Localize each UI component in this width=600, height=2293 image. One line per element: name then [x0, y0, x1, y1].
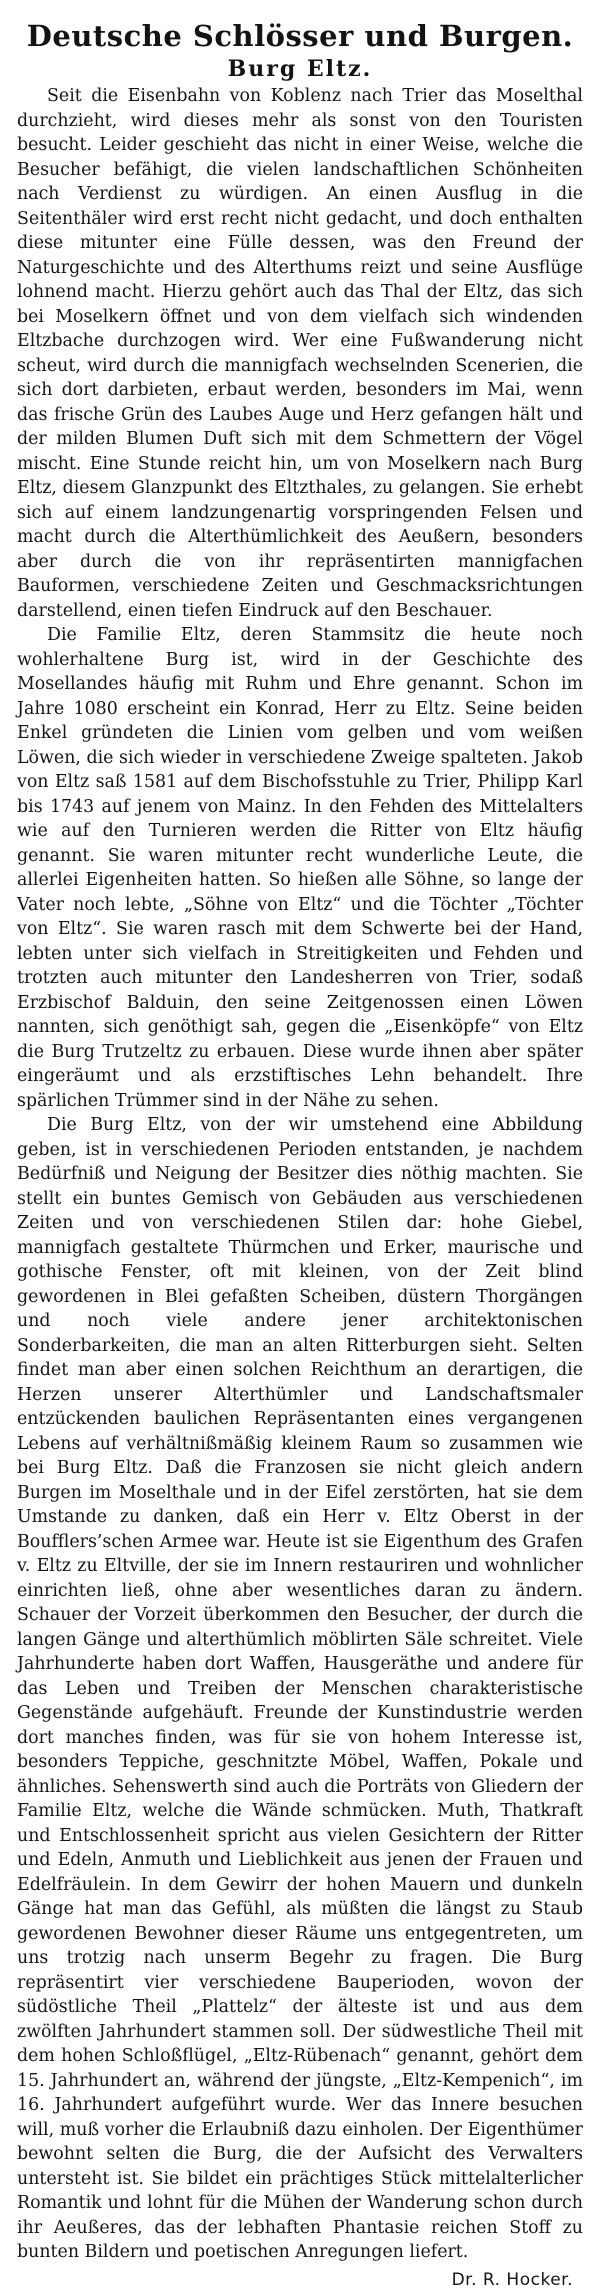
paragraph: Die Familie Eltz, deren Stammsitz die heute noch wohlerhaltene Burg ist, wird in der Geschichte des Mosellandes häufig mit Ruhm und Ehre genannt. Schon im Jahre 1080 erscheint ein Konrad, Herr zu Eltz. Seine beiden Enkel gründeten die Linien vom gelben und vom weißen Löwen, die sich wieder in verschiedene Zweige spalteten. Jakob von Eltz saß 1581 auf dem Bischofsstuhle zu Trier, Philipp Karl bis 1743 auf jenem von Mainz. In den Fehden des Mittelalters wie auf den Turnieren werden die Ritter von Eltz häufig genannt. Sie waren mitunter recht wunderliche Leute, die allerlei Eigenheiten hatten. So hießen alle Söhne, so lange der Vater noch lebte, „Söhne von Eltz“ und die Töchter „Töchter von Eltz“. Sie waren rasch mit dem Schwerte bei der Hand, lebten unter sich vielfach in Streitigkeiten und Fehden und trotzten auch mitunter den Landesherren von Trier, sodaß Erzbischof Balduin, den seine Zeitgenossen einen Löwen nannten, sich genöthigt sah, gegen die „Eisenköpfe“ von Eltz die Burg Trutzeltz zu erbauen. Diese wurde ihnen aber später eingeräumt und als erzstiftisches Lehn behandelt. Ihre spärlichen Trümmer sind in der Nähe zu sehen. [17, 625, 583, 1111]
article-subtitle: Burg Eltz. [227, 56, 373, 82]
paragraph: Die Burg Eltz, von der wir umstehend eine Abbildung geben, ist in verschiedenen Perioden entstanden, je nachdem Bedürfniß und Neigung der Besitzer dies nöthig machten. Sie stellt ein buntes Gemisch von Gebäuden aus verschiedenen Zeiten und von verschiedenen Stilen dar: hohe Giebel, mannigfach gestaltete Thürmchen und Erker, maurische und gothische Fenster, oft mit kleinen, von der Zeit blind gewordenen in Blei gefaßten Scheiben, düstern Thorgängen und noch viele andere jener architektonischen Sonderbarkeiten, die man an alten Ritterburgen sieht. Selten findet man aber einen solchen Reichthum an derartigen, die Herzen unserer Alterthümler und Landschaftsmaler entzückenden baulichen Repräsentanten eines vergangenen Lebens auf verhältnißmäßig kleinem Raum so zusammen wie bei Burg Eltz. Daß die Franzosen sie nicht gleich andern Burgen im Moselthale und in der Eifel zerstörten, hat sie dem Umstande zu danken, daß ein Herr v. Eltz Oberst in der Boufflers’schen Armee war. Heute ist sie Eigenthum des Grafen v. Eltz zu Eltville, der sie im Innern restauriren und wohnlicher einrichten ließ, ohne aber wesentliches daran zu ändern. Schauer der Vorzeit überkommen den Besucher, der durch die langen Gänge und alterthümlich möblirten Säle schreitet. Viele Jahrhunderte haben dort Waffen, Hausgeräthe und andere für das Leben und Treiben der Menschen charakteristische Gegenstände aufgehäuft. Freunde der Kunstindustrie werden dort manches finden, was für sie von hohem Interesse ist, besonders Teppiche, geschnitzte Möbel, Waffen, Pokale und ähnliches. Sehenswerth sind auch die Porträts von Gliedern der Familie Eltz, welche die Wände schmücken. Muth, Thatkraft und Entschlossenheit spricht aus vielen Gesichtern der Ritter und Edeln, Anmuth und Lieblichkeit aus jenen der Frauen und Edelfräulein. In dem Gewirr der hohen Mauern und dunkeln Gänge hat man das Gefühl, als müßten die längst zu Staub gewordenen Bewohner dieser Räume uns entgegentreten, um uns trotzig nach unserm Begehr zu fragen. Die Burg repräsentirt vier verschiedene Bauperioden, wovon der südöstliche Theil „Plattelz“ der älteste ist und aus dem zwölften Jahrhundert stammen soll. Der südwestliche Theil mit dem hohen Schloßflügel, „Eltz-Rübenach“ genannt, gehört dem 15. Jahrhundert an, während der jüngste, „Eltz-Kempenich“, im 16. Jahrhundert aufgeführt wurde. Wer das Innere besuchen will, muß vorher die Erlaubniß dazu einholen. Der Eigenthümer bewohnt selten die Burg, die der Aufsicht des Verwalters untersteht ist. Sie bildet ein prächtiges Stück mittelalterlicher Romantik und lohnt für die Mühen der Wanderung schon durch ihr Aeußeres, das der lebhaften Phantasie reichen Stoff zu bunten Bildern und poetischen Anregungen liefert. [17, 1115, 583, 2262]
article-title: Deutsche Schlösser und Burgen. [26, 19, 574, 53]
author-signature: Dr. R. Hocker. [451, 2269, 573, 2290]
paragraph: Seit die Eisenbahn von Koblenz nach Trier das Moselthal durchzieht, wird dieses mehr als sonst von den Touristen besucht. Leider geschieht das nicht in einer Weise, welche die Besucher befähigt, die vielen landschaftlichen Schönheiten nach Verdienst zu würdigen. An einen Ausflug in die Seitenthäler wird erst recht nicht gedacht, und doch enthalten diese mitunter eine Fülle dessen, was den Freund der Naturgeschichte und des Alterthums reizt und seine Ausflüge lohnend macht. Hierzu gehört auch das Thal der Eltz, das sich bei Moselkern öffnet und von dem vielfach sich windenden Eltzbache durchzogen wird. Wer eine Fußwanderung nicht scheut, wird durch die mannigfach wechselnden Scenerien, die sich dort darbieten, erbaut werden, besonders im Mai, wenn das frische Grün des Laubes Auge und Herz gefangen hält und der milden Blumen Duft sich mit dem Schmettern der Vögel mischt. Eine Stunde reicht hin, um von Moselkern nach Burg Eltz, diesem Glanzpunkt des Eltzthales, zu gelangen. Sie erhebt sich auf einem landzungenartig vorspringenden Felsen und macht durch die Alterthümlichkeit des Aeußern, besonders aber durch die von ihr repräsentirten mannigfachen Bauformen, verschiedene Zeiten und Geschmacksrichtungen darstellend, einen tiefen Eindruck auf den Beschauer. [17, 86, 583, 621]
